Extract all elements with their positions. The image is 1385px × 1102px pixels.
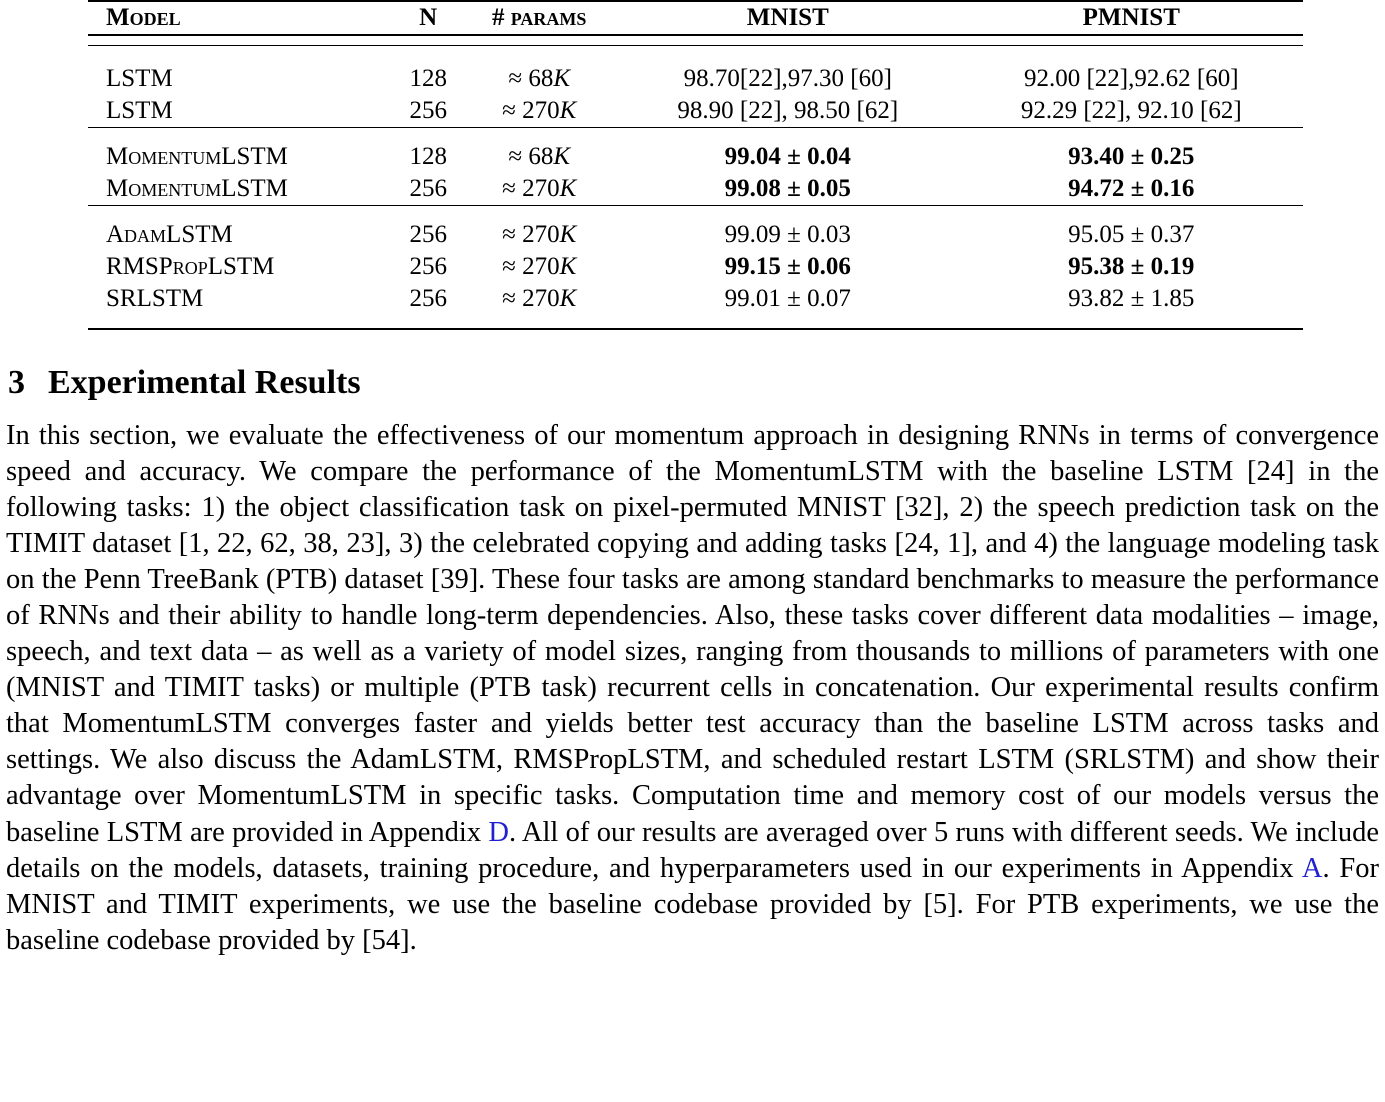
section-title: Experimental Results — [48, 364, 361, 401]
results-table-container — [4, 0, 1381, 334]
cell-pmnist: 93.82 ± 1.85 — [1068, 285, 1195, 312]
cell-n: 256 — [409, 221, 447, 248]
bottom-rule — [88, 329, 1303, 334]
group-rule — [88, 206, 1303, 220]
table-row — [88, 283, 1303, 315]
table-row — [88, 219, 1303, 251]
table-body — [88, 35, 1303, 334]
cell-mnist: 98.90 [22], 98.50 [62] — [677, 97, 899, 124]
spacer — [88, 315, 1303, 329]
cell-params: ≈ 68K — [508, 143, 571, 170]
cell-params: ≈ 270K — [502, 175, 577, 202]
column-header-params: # params — [462, 1, 616, 35]
table-row — [88, 251, 1303, 283]
column-header-n: N — [394, 1, 462, 35]
cell-params: ≈ 270K — [502, 97, 577, 124]
column-header-mnist: MNIST — [616, 1, 959, 35]
cell-model: MomentumLSTM — [106, 143, 288, 170]
appendix-a-link[interactable]: A — [1301, 852, 1323, 884]
cell-params: ≈ 270K — [502, 221, 577, 248]
spacer — [88, 50, 1303, 63]
cell-n: 128 — [409, 65, 447, 92]
cell-n: 256 — [409, 285, 447, 312]
cell-pmnist: 92.29 [22], 92.10 [62] — [1020, 97, 1242, 124]
cell-pmnist: 92.00 [22],92.62 [60] — [1023, 65, 1239, 92]
cell-model: MomentumLSTM — [106, 175, 288, 202]
section-paragraph — [6, 418, 1379, 959]
section-heading — [6, 364, 1381, 402]
table-header-row — [88, 1, 1303, 35]
cell-params: ≈ 270K — [502, 253, 577, 280]
paragraph-text-part2: . All of our results are averaged over 5 runs with different seeds. We include details on the models, datasets, training procedure, and hyperparameters used in our experiments in Appendix — [6, 816, 1380, 884]
cell-mnist: 98.70[22],97.30 [60] — [683, 65, 892, 92]
cell-n: 256 — [409, 175, 447, 202]
cell-n: 256 — [409, 97, 447, 124]
cell-mnist: 99.04 ± 0.04 — [724, 143, 851, 170]
header-rule — [88, 35, 1303, 46]
cell-model: LSTM — [106, 97, 173, 124]
cell-params: ≈ 68K — [508, 65, 571, 92]
cell-pmnist: 94.72 ± 0.16 — [1068, 175, 1195, 202]
results-table — [88, 0, 1303, 334]
cell-mnist: 99.01 ± 0.07 — [724, 285, 851, 312]
table-row — [88, 63, 1303, 95]
group-rule — [88, 128, 1303, 142]
column-header-pmnist: PMNIST — [960, 1, 1303, 35]
cell-model: AdamLSTM — [106, 221, 233, 248]
cell-mnist: 99.15 ± 0.06 — [724, 253, 851, 280]
paragraph-text-part1: In this section, we evaluate the effectiveness of our momentum approach in designing RNNs in terms of convergence speed and accuracy. We compare the performance of the MomentumLSTM with the baseline LSTM [24] in the following tasks: 1) the object classification task on pixel-permuted MNIST [32], 2) the speech prediction task on the TIMIT dataset [1, 22, 62, 38, 23], 3) the celebrated copying and adding tasks [24, 1], and 4) the language modeling task on the Penn TreeBank (PTB) dataset [39]. These four tasks are among standard benchmarks to measure the performance of RNNs and their ability to handle long-term dependencies. Also, these tasks cover different data modalities – image, speech, and text data – as well as a variety of model sizes, ranging from thousands to millions of parameters with one (MNIST and TIMIT tasks) or multiple (PTB task) recurrent cells in concatenation. Our experimental results confirm that MomentumLSTM converges faster and yields better test accuracy than the baseline LSTM across tasks and settings. We also discuss the AdamLSTM, RMSPropLSTM, and scheduled restart LSTM (SRLSTM) and show their advantage over MomentumLSTM in specific tasks. Computation time and memory cost of our models versus the baseline LSTM are provided in Appendix — [6, 420, 1379, 848]
cell-mnist: 99.08 ± 0.05 — [724, 175, 851, 202]
cell-mnist: 99.09 ± 0.03 — [724, 221, 851, 248]
table-row — [88, 95, 1303, 128]
cell-model: SRLSTM — [106, 285, 204, 312]
table-row — [88, 173, 1303, 206]
cell-model: RMSPropLSTM — [106, 253, 275, 280]
column-header-model: Model — [88, 1, 394, 35]
cell-params: ≈ 270K — [502, 285, 577, 312]
cell-n: 256 — [409, 253, 447, 280]
cell-pmnist: 95.05 ± 0.37 — [1068, 221, 1195, 248]
cell-n: 128 — [409, 143, 447, 170]
cell-pmnist: 93.40 ± 0.25 — [1068, 143, 1195, 170]
appendix-d-link[interactable]: D — [488, 816, 510, 848]
paragraph-text-part3: . For MNIST and TIMIT experiments, we use the baseline codebase provided by [5]. For PTB experiments, we use the baseline codebase provided by [54]. — [6, 852, 1380, 956]
table-row — [88, 141, 1303, 173]
cell-pmnist: 95.38 ± 0.19 — [1068, 253, 1195, 280]
section-number: 3 — [8, 364, 25, 401]
cell-model: LSTM — [106, 65, 173, 92]
